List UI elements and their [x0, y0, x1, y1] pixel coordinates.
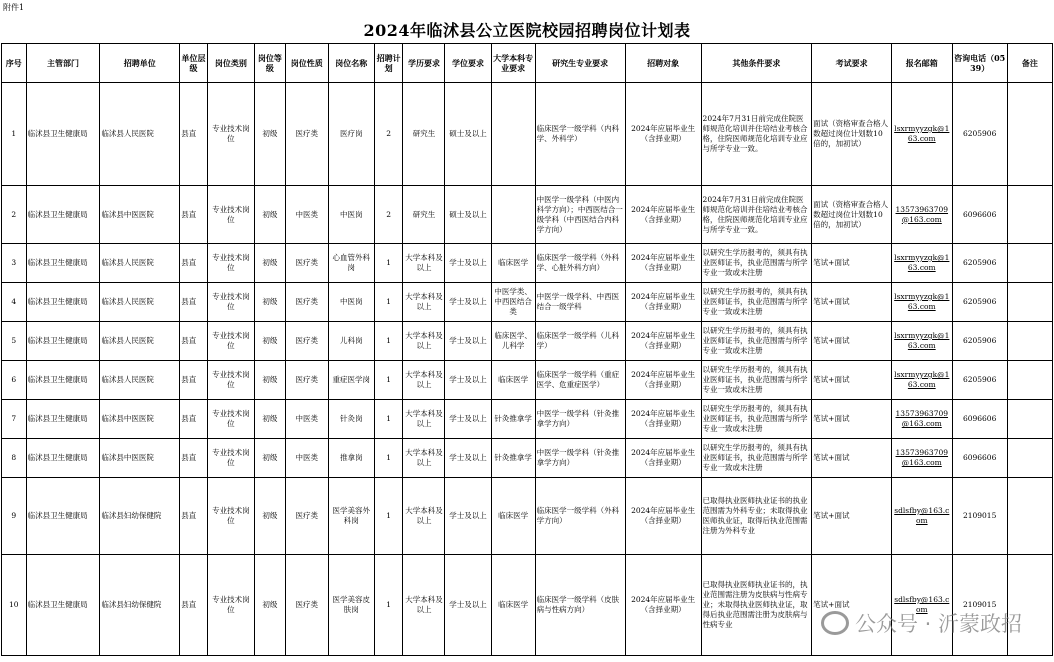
- cell-exam: 面试（资格审查合格人数超过岗位计划数10倍的，加初试）: [812, 83, 892, 186]
- cell-phone: 2109015: [952, 555, 1007, 656]
- col-header: 岗位性质: [285, 44, 328, 83]
- col-header: 岗位等级: [254, 44, 285, 83]
- table-row: [2, 555, 1053, 656]
- cell-plan: 1: [374, 244, 403, 283]
- cell-no: 5: [2, 322, 27, 361]
- cell-level: 县直: [180, 283, 208, 322]
- cell-exam: 笔试+面试: [812, 283, 892, 322]
- cell-plan: 1: [374, 555, 403, 656]
- cell-edu: 大学本科及以上: [403, 478, 445, 555]
- col-header: 单位层级: [180, 44, 208, 83]
- cell-ug: 针灸推拿学: [491, 439, 535, 478]
- cell-grade: 初级: [254, 83, 285, 186]
- cell-unit: 临沭县妇幼保健院: [100, 478, 180, 555]
- col-header: 学历要求: [403, 44, 445, 83]
- cell-level: 县直: [180, 83, 208, 186]
- cell-cat: 专业技术岗位: [207, 478, 254, 555]
- cell-email[interactable]: lsxrmyyzgk@163.com: [892, 361, 952, 400]
- cell-target: 2024年应届毕业生（含择业期）: [625, 555, 701, 656]
- cell-post: 中医岗: [328, 186, 374, 244]
- cell-unit: 临沭县人民医院: [100, 322, 180, 361]
- cell-target: 2024年应届毕业生（含择业期）: [625, 439, 701, 478]
- cell-grade: 初级: [254, 244, 285, 283]
- cell-post: 医学美容外科岗: [328, 478, 374, 555]
- cell-grad: 临床医学一级学科（重症医学、危重症医学）: [535, 361, 625, 400]
- cell-no: 2: [2, 186, 27, 244]
- table-row: [2, 283, 1053, 322]
- cell-dept: 临沭县卫生健康局: [26, 83, 100, 186]
- cell-note: [1007, 400, 1052, 439]
- col-header: 招聘单位: [100, 44, 180, 83]
- cell-dept: 临沭县卫生健康局: [26, 439, 100, 478]
- cell-other: 以研究生学历报考的，须具有执业医师证书，执业范围需与所学专业一致或未注册: [701, 322, 812, 361]
- cell-exam: 笔试+面试: [812, 361, 892, 400]
- cell-nature: 医疗类: [285, 83, 328, 186]
- cell-edu: 大学本科及以上: [403, 555, 445, 656]
- cell-grad: 中医学一级学科（针灸推拿学方向）: [535, 400, 625, 439]
- cell-post: 推拿岗: [328, 439, 374, 478]
- cell-grade: 初级: [254, 400, 285, 439]
- cell-ug: 临床医学: [491, 244, 535, 283]
- cell-plan: 1: [374, 361, 403, 400]
- cell-phone: 2109015: [952, 478, 1007, 555]
- col-header: 岗位类别: [207, 44, 254, 83]
- cell-grade: 初级: [254, 478, 285, 555]
- cell-degree: 学士及以上: [445, 244, 491, 283]
- cell-email[interactable]: lsxrmyyzgk@163.com: [892, 283, 952, 322]
- cell-grad: 临床医学一级学科（外科学方向）: [535, 478, 625, 555]
- cell-cat: 专业技术岗位: [207, 361, 254, 400]
- cell-ug: [491, 186, 535, 244]
- cell-exam: 笔试+面试: [812, 322, 892, 361]
- cell-dept: 临沭县卫生健康局: [26, 400, 100, 439]
- cell-edu: 研究生: [403, 83, 445, 186]
- cell-exam: 笔试+面试: [812, 400, 892, 439]
- cell-email[interactable]: lsxrmyyzgk@163.com: [892, 244, 952, 283]
- cell-ug: 临床医学: [491, 361, 535, 400]
- cell-grade: 初级: [254, 439, 285, 478]
- cell-plan: 1: [374, 439, 403, 478]
- cell-grad: 临床医学一级学科（皮肤病与性病方向）: [535, 555, 625, 656]
- cell-degree: 学士及以上: [445, 400, 491, 439]
- cell-other: 以研究生学历报考的，须具有执业医师证书，执业范围需与所学专业一致或未注册: [701, 244, 812, 283]
- cell-grad: 中医学一级学科（中医内科学方向）；中西医结合一级学科（中西医结合内科学方向）: [535, 186, 625, 244]
- cell-nature: 医疗类: [285, 244, 328, 283]
- cell-plan: 2: [374, 83, 403, 186]
- cell-edu: 大学本科及以上: [403, 244, 445, 283]
- cell-target: 2024年应届毕业生（含择业期）: [625, 478, 701, 555]
- cell-grade: 初级: [254, 322, 285, 361]
- cell-target: 2024年应届毕业生（含择业期）: [625, 83, 701, 186]
- cell-target: 2024年应届毕业生（含择业期）: [625, 283, 701, 322]
- cell-no: 8: [2, 439, 27, 478]
- cell-dept: 临沭县卫生健康局: [26, 322, 100, 361]
- cell-nature: 医疗类: [285, 478, 328, 555]
- cell-edu: 大学本科及以上: [403, 400, 445, 439]
- cell-nature: 医疗类: [285, 555, 328, 656]
- cell-level: 县直: [180, 322, 208, 361]
- cell-no: 10: [2, 555, 27, 656]
- cell-grade: 初级: [254, 186, 285, 244]
- cell-degree: 学士及以上: [445, 283, 491, 322]
- cell-grad: 中医学一级学科、中西医结合一级学科: [535, 283, 625, 322]
- table-row: [2, 244, 1053, 283]
- cell-level: 县直: [180, 439, 208, 478]
- cell-phone: 6096606: [952, 439, 1007, 478]
- cell-ug: 中医学类、中西医结合类: [491, 283, 535, 322]
- cell-level: 县直: [180, 400, 208, 439]
- cell-nature: 医疗类: [285, 322, 328, 361]
- cell-plan: 1: [374, 478, 403, 555]
- cell-post: 医学美容皮肤岗: [328, 555, 374, 656]
- col-header: 学位要求: [445, 44, 491, 83]
- cell-cat: 专业技术岗位: [207, 83, 254, 186]
- cell-no: 3: [2, 244, 27, 283]
- cell-degree: 学士及以上: [445, 361, 491, 400]
- cell-edu: 大学本科及以上: [403, 283, 445, 322]
- cell-dept: 临沭县卫生健康局: [26, 283, 100, 322]
- attachment-label: 附件1: [3, 3, 25, 12]
- cell-cat: 专业技术岗位: [207, 244, 254, 283]
- col-header: 岗位名称: [328, 44, 374, 83]
- cell-post: 针灸岗: [328, 400, 374, 439]
- cell-plan: 1: [374, 400, 403, 439]
- cell-unit: 临沭县中医医院: [100, 439, 180, 478]
- cell-grad: 中医学一级学科（针灸推拿学方向）: [535, 439, 625, 478]
- cell-other: 已取得执业医师执业证书的执业范围需为外科专业；未取得执业医师执业证，取得后执业范围需注册为外科专业: [701, 478, 812, 555]
- cell-exam: 笔试+面试: [812, 439, 892, 478]
- cell-other: 以研究生学历报考的，须具有执业医师证书，执业范围需与所学专业一致或未注册: [701, 283, 812, 322]
- cell-grad: 临床医学一级学科（内科学、外科学）: [535, 83, 625, 186]
- cell-unit: 临沭县中医医院: [100, 186, 180, 244]
- cell-target: 2024年应届毕业生（含择业期）: [625, 400, 701, 439]
- col-header: 备注: [1007, 44, 1052, 83]
- cell-note: [1007, 83, 1052, 186]
- cell-grad: 临床医学一级学科（外科学、心脏外科方向）: [535, 244, 625, 283]
- cell-phone: 6096606: [952, 186, 1007, 244]
- cell-grad: 临床医学一级学科（儿科学）: [535, 322, 625, 361]
- cell-post: 心血管外科岗: [328, 244, 374, 283]
- cell-email[interactable]: sdlsfby@163.com: [892, 478, 952, 555]
- cell-target: 2024年应届毕业生（含择业期）: [625, 361, 701, 400]
- cell-exam: 笔试+面试: [812, 244, 892, 283]
- cell-degree: 学士及以上: [445, 555, 491, 656]
- cell-dept: 临沭县卫生健康局: [26, 361, 100, 400]
- cell-note: [1007, 361, 1052, 400]
- cell-plan: 1: [374, 283, 403, 322]
- cell-note: [1007, 478, 1052, 555]
- cell-edu: 研究生: [403, 186, 445, 244]
- cell-ug: 临床医学: [491, 555, 535, 656]
- cell-dept: 临沭县卫生健康局: [26, 244, 100, 283]
- cell-nature: 中医类: [285, 186, 328, 244]
- cell-edu: 大学本科及以上: [403, 439, 445, 478]
- cell-nature: 中医类: [285, 400, 328, 439]
- cell-email[interactable]: 13573963709@163.com: [892, 186, 952, 244]
- cell-phone: 6205906: [952, 283, 1007, 322]
- recruitment-table: [1, 43, 1053, 656]
- cell-grade: 初级: [254, 361, 285, 400]
- cell-exam: 笔试+面试: [812, 478, 892, 555]
- watermark-text: 公众号 · 沂蒙政招: [854, 612, 1022, 636]
- cell-email[interactable]: lsxrmyyzgk@163.com: [892, 322, 952, 361]
- cell-cat: 专业技术岗位: [207, 322, 254, 361]
- cell-exam: 笔试+面试: [812, 555, 892, 656]
- cell-level: 县直: [180, 478, 208, 555]
- table-row: [2, 186, 1053, 244]
- col-header: 研究生专业要求: [535, 44, 625, 83]
- cell-level: 县直: [180, 186, 208, 244]
- cell-other: 以研究生学历报考的，须具有执业医师证书，执业范围需与所学专业一致或未注册: [701, 400, 812, 439]
- cell-dept: 临沭县卫生健康局: [26, 478, 100, 555]
- col-header: 招聘对象: [625, 44, 701, 83]
- cell-note: [1007, 244, 1052, 283]
- cell-grade: 初级: [254, 283, 285, 322]
- cell-no: 1: [2, 83, 27, 186]
- cell-other: 以研究生学历报考的，须具有执业医师证书，执业范围需与所学专业一致或未注册: [701, 361, 812, 400]
- cell-nature: 医疗类: [285, 361, 328, 400]
- cell-note: [1007, 186, 1052, 244]
- table-row: [2, 83, 1053, 186]
- cell-phone: 6205906: [952, 361, 1007, 400]
- col-header: 报名邮箱: [892, 44, 952, 83]
- col-header: 其他条件要求: [701, 44, 812, 83]
- cell-other: 已取得执业医师执业证书的，执业范围需注册为皮肤病与性病专业；未取得执业医师执业证，取得后执业范围需注册为皮肤病与性病专业: [701, 555, 812, 656]
- cell-note: [1007, 322, 1052, 361]
- cell-email[interactable]: 13573963709@163.com: [892, 439, 952, 478]
- cell-degree: 硕士及以上: [445, 83, 491, 186]
- cell-level: 县直: [180, 555, 208, 656]
- cell-unit: 临沭县人民医院: [100, 361, 180, 400]
- cell-no: 6: [2, 361, 27, 400]
- cell-post: 重症医学岗: [328, 361, 374, 400]
- table-row: [2, 361, 1053, 400]
- cell-other: 2024年7月31日前完成住院医师规范化培训并住培结业考核合格，住院医师规范化培训专业应与所学专业一致。: [701, 186, 812, 244]
- cell-level: 县直: [180, 361, 208, 400]
- col-header: 大学本科专业要求: [491, 44, 535, 83]
- table-row: [2, 478, 1053, 555]
- cell-note: [1007, 283, 1052, 322]
- cell-plan: 2: [374, 186, 403, 244]
- cell-unit: 临沭县中医医院: [100, 400, 180, 439]
- cell-ug: 临床医学: [491, 478, 535, 555]
- table-row: [2, 322, 1053, 361]
- cell-phone: 6205906: [952, 83, 1007, 186]
- cell-cat: 专业技术岗位: [207, 186, 254, 244]
- cell-cat: 专业技术岗位: [207, 283, 254, 322]
- wechat-logo-icon: [821, 611, 849, 635]
- cell-phone: 6205906: [952, 244, 1007, 283]
- cell-exam: 面试（资格审查合格人数超过岗位计划数10倍的，加初试）: [812, 186, 892, 244]
- col-header: 咨询电话（0539）: [952, 44, 1007, 83]
- cell-degree: 学士及以上: [445, 439, 491, 478]
- cell-unit: 临沭县人民医院: [100, 283, 180, 322]
- cell-plan: 1: [374, 322, 403, 361]
- cell-edu: 大学本科及以上: [403, 361, 445, 400]
- cell-unit: 临沭县妇幼保健院: [100, 555, 180, 656]
- cell-post: 儿科岗: [328, 322, 374, 361]
- cell-other: 以研究生学历报考的，须具有执业医师证书，执业范围需与所学专业一致或未注册: [701, 439, 812, 478]
- cell-level: 县直: [180, 244, 208, 283]
- table-row: [2, 439, 1053, 478]
- cell-target: 2024年应届毕业生（含择业期）: [625, 322, 701, 361]
- col-header: 主管部门: [26, 44, 100, 83]
- cell-cat: 专业技术岗位: [207, 555, 254, 656]
- col-header: 序号: [2, 44, 27, 83]
- cell-degree: 学士及以上: [445, 322, 491, 361]
- cell-email[interactable]: sdlsfby@163.com: [892, 555, 952, 656]
- cell-cat: 专业技术岗位: [207, 400, 254, 439]
- page-title: 2024年临沭县公立医院校园招聘岗位计划表: [363, 21, 691, 40]
- cell-degree: 硕士及以上: [445, 186, 491, 244]
- col-header: 招聘计划: [374, 44, 403, 83]
- cell-ug: 临床医学、儿科学: [491, 322, 535, 361]
- cell-other: 2024年7月31日前完成住院医师规范化培训并住培结业考核合格，住院医师规范化培训专业应与所学专业一致。: [701, 83, 812, 186]
- table-row: [2, 400, 1053, 439]
- cell-target: 2024年应届毕业生（含择业期）: [625, 186, 701, 244]
- cell-no: 7: [2, 400, 27, 439]
- cell-grade: 初级: [254, 555, 285, 656]
- cell-post: 中医岗: [328, 283, 374, 322]
- cell-email[interactable]: lsxrmyyzgk@163.com: [892, 83, 952, 186]
- cell-dept: 临沭县卫生健康局: [26, 555, 100, 656]
- cell-phone: 6096606: [952, 400, 1007, 439]
- col-header: 考试要求: [812, 44, 892, 83]
- cell-unit: 临沭县人民医院: [100, 83, 180, 186]
- cell-dept: 临沭县卫生健康局: [26, 186, 100, 244]
- cell-cat: 专业技术岗位: [207, 439, 254, 478]
- cell-phone: 6205906: [952, 322, 1007, 361]
- cell-unit: 临沭县人民医院: [100, 244, 180, 283]
- cell-email[interactable]: 13573963709@163.com: [892, 400, 952, 439]
- cell-ug: [491, 83, 535, 186]
- cell-nature: 中医类: [285, 439, 328, 478]
- header-row: [2, 44, 1053, 83]
- cell-ug: 针灸推拿学: [491, 400, 535, 439]
- cell-note: [1007, 555, 1052, 656]
- cell-edu: 大学本科及以上: [403, 322, 445, 361]
- cell-target: 2024年应届毕业生（含择业期）: [625, 244, 701, 283]
- cell-no: 9: [2, 478, 27, 555]
- cell-no: 4: [2, 283, 27, 322]
- cell-nature: 医疗类: [285, 283, 328, 322]
- cell-degree: 学士及以上: [445, 478, 491, 555]
- cell-note: [1007, 439, 1052, 478]
- watermark: [821, 608, 1022, 638]
- cell-post: 医疗岗: [328, 83, 374, 186]
